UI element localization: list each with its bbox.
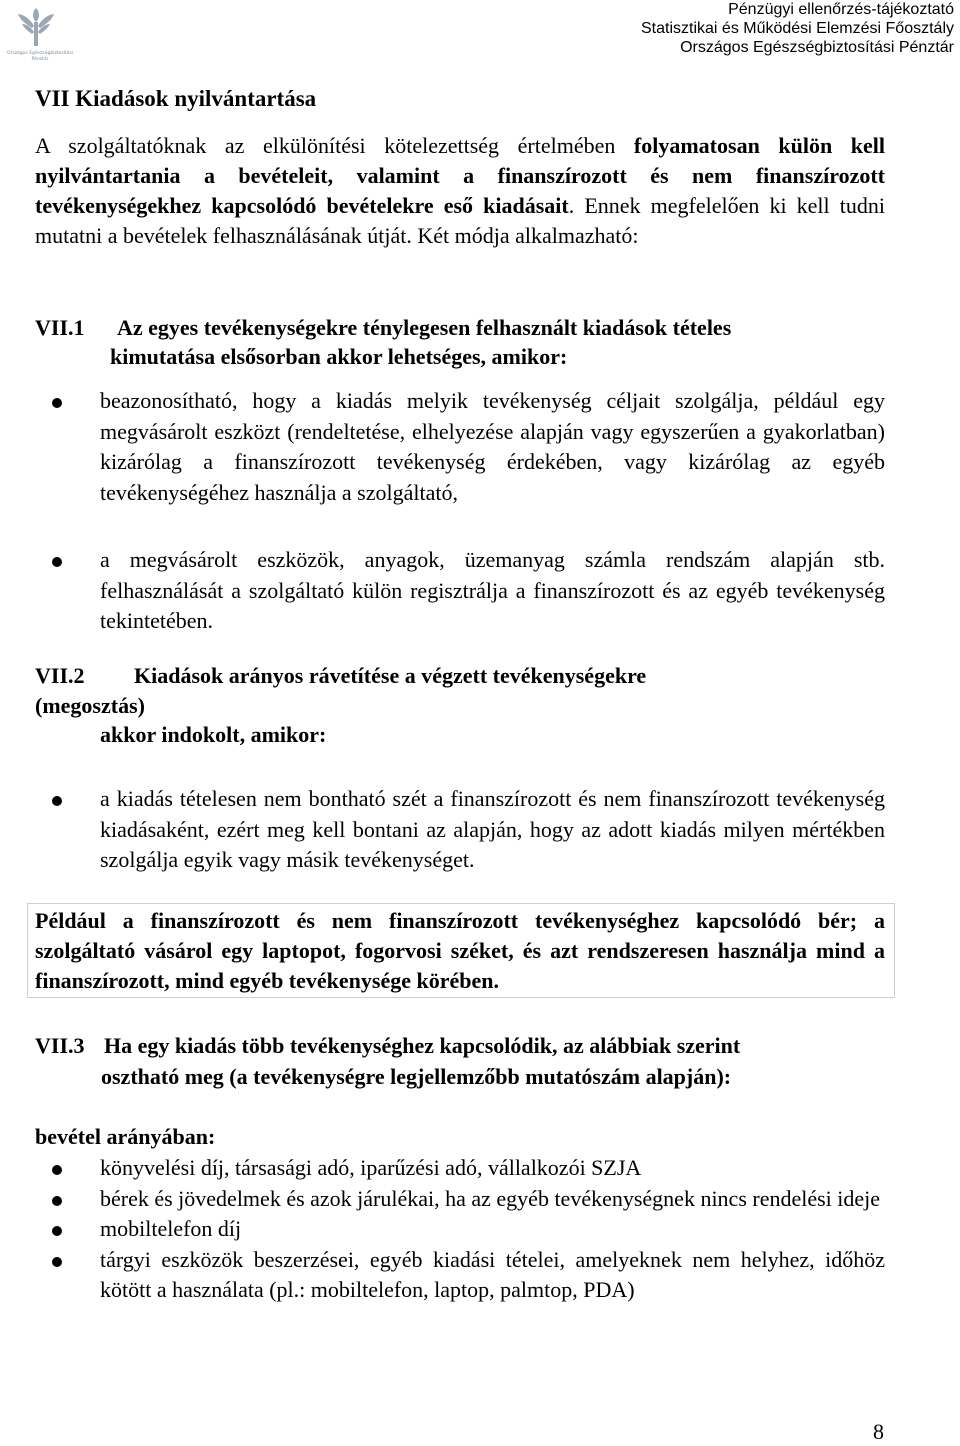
bullet-icon xyxy=(52,398,62,408)
logo-caption: Országos Egészségbiztosítási Pénztár xyxy=(6,51,74,62)
section-1-number: VII.1 xyxy=(35,315,85,340)
section-2-title-line-2: (megosztás) xyxy=(35,693,145,718)
list-item-text: bérek és jövedelmek és azok járulékai, ha az egyéb tevékenységnek nincs rendelési ideje xyxy=(100,1185,881,1211)
header-line-1: Pénzügyi ellenőrzés-tájékoztató xyxy=(728,1,954,18)
list-item xyxy=(48,386,885,508)
intro-text-3: . Ennek megfelelően ki kell tudni mutatni a bevételek felhasználásának útját. Két módja alkalmazható: xyxy=(35,193,885,248)
section-2-list xyxy=(48,784,885,876)
bullet-icon xyxy=(52,796,62,806)
list-item-text: a megvásárolt eszközök, anyagok, üzemanyag számla rendszám alapján stb. felhasználását a szolgáltató külön regisztrálja a finanszírozott és az egyéb tevékenység tekintetében. xyxy=(100,547,885,633)
bullet-icon xyxy=(52,557,62,567)
bullet-icon xyxy=(52,1165,62,1175)
section-1-list xyxy=(48,386,885,508)
list-item xyxy=(48,1245,885,1306)
list-item xyxy=(48,1184,885,1215)
section-3-number: VII.3 xyxy=(35,1033,85,1058)
list-item xyxy=(48,1153,885,1184)
list-item xyxy=(48,784,885,876)
list-item-text: beazonosítható, hogy a kiadás melyik tevékenység céljait szolgálja, például egy megvásárolt eszközt (rendeltetése, elhelyezése alapján vagy egyszerűen a gyakorlatban) kizárólag a finanszírozott tevékenység érdekében, vagy kizárólag az egyéb tevékenységéhez használja a szolgáltató, xyxy=(100,388,885,505)
intro-text-1: A szolgáltatóknak az elkülönítési kötelezettség értelmében xyxy=(35,133,634,158)
bullet-icon xyxy=(52,1257,62,1267)
list-item-text: mobiltelefon díj xyxy=(100,1216,242,1241)
header-line-2: Statisztikai és Működési Elemzési Főosztály xyxy=(641,20,954,37)
list-item xyxy=(48,545,885,637)
list-item xyxy=(48,1214,885,1245)
example-text: Például a finanszírozott és nem finanszírozott tevékenységhez kapcsolódó bér; a szolgáltató vásárol egy laptopot, fogorvosi széket, és azt rendszeresen használja mind a finanszírozott, mind egyéb tevékenysége körében. xyxy=(35,908,885,993)
page-header xyxy=(641,0,954,57)
intro-paragraph xyxy=(35,131,885,251)
logo-emblem-icon xyxy=(12,4,60,52)
section-1-list-2 xyxy=(48,545,885,637)
page-title: VII Kiadások nyilvántartása xyxy=(35,86,317,111)
bullet-icon xyxy=(52,1196,62,1206)
bullet-icon xyxy=(52,1226,62,1236)
page-number: 8 xyxy=(873,1419,884,1444)
header-line-3: Országos Egészségbiztosítási Pénztár xyxy=(680,39,954,56)
intro-text-bold: folyamatosan külön kell nyilvántartania a bevételeit, valamint a finanszírozott és nem finanszírozott tevékenységekhez kapcsolódó bevételekre eső kiadásait xyxy=(35,133,885,218)
section-3-list xyxy=(48,1153,885,1306)
section-1-title-line-2: kimutatása elsősorban akkor lehetséges, amikor: xyxy=(110,344,568,369)
section-3-title-line-1: Ha egy kiadás több tevékenységhez kapcsolódik, az alábbiak szerint xyxy=(104,1033,741,1058)
list-item-text: a kiadás tételesen nem bontható szét a finanszírozott és nem finanszírozott tevékenység kiadásaként, ezért meg kell bontani az alapján, hogy az adott kiadás milyen mértékben szolgálja egyik vagy másik tevékenységet. xyxy=(100,786,885,872)
section-3-subheading: bevétel arányában: xyxy=(35,1124,216,1149)
section-1-title-line-1: Az egyes tevékenységekre ténylegesen felhasznált kiadások tételes xyxy=(117,315,732,340)
section-3-title-line-2: osztható meg (a tevékenységre legjellemzőbb mutatószám alapján): xyxy=(101,1064,732,1089)
list-item-text: könyvelési díj, társasági adó, iparűzési adó, vállalkozói SZJA xyxy=(100,1155,642,1180)
section-2-title-line-1: Kiadások arányos rávetítése a végzett tevékenységekre xyxy=(134,663,647,688)
section-2-number: VII.2 xyxy=(35,663,85,688)
list-item-text: tárgyi eszközök beszerzései, egyéb kiadási tételei, amelyeknek nem helyhez, időhöz kötött a használata (pl.: mobiltelefon, laptop, palmtop, PDA) xyxy=(100,1246,885,1302)
oep-logo xyxy=(4,4,74,68)
section-2-title-line-3: akkor indokolt, amikor: xyxy=(100,722,327,747)
